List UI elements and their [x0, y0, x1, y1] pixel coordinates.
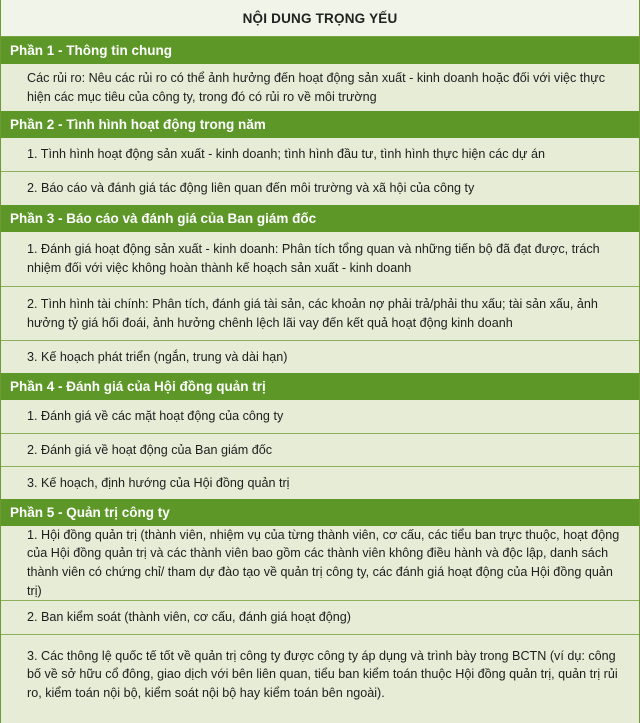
- list-item: 2. Ban kiểm soát (thành viên, cơ cấu, đánh giá hoạt động): [1, 601, 639, 635]
- list-item: 1. Hội đồng quản trị (thành viên, nhiệm vụ của từng thành viên, cơ cấu, các tiểu ban trực thuộc, hoạt động của Hội đồng quản trị và các thành viên bao gồm các thành viên không điều hành và độc lập, danh sách thành viên có chứng chỉ/ tham dự đào tạo về quản trị công ty, các đánh giá hoạt động của Hội đồng quản trị): [1, 526, 639, 601]
- section-title: Phần 5 - Quản trị công ty: [1, 499, 639, 526]
- list-item: 2. Đánh giá về hoạt động của Ban giám đốc: [1, 434, 639, 467]
- section-4: [1, 373, 639, 499]
- list-item: Các rủi ro: Nêu các rủi ro có thể ảnh hưởng đến hoạt động sản xuất - kinh doanh hoặc đối với việc thực hiện các mục tiêu của công ty, trong đó có rủi ro về môi trường: [1, 64, 639, 111]
- section-title: Phần 3 - Báo cáo và đánh giá của Ban giám đốc: [1, 205, 639, 232]
- list-item: 3. Kế hoạch phát triển (ngắn, trung và dài hạn): [1, 341, 639, 373]
- list-item: 1. Đánh giá hoạt động sản xuất - kinh doanh: Phân tích tổng quan và những tiến bộ đã đạt được, trách nhiệm đối với việc không hoàn thành kế hoạch sản xuất - kinh doanh: [1, 232, 639, 287]
- section-3: [1, 205, 639, 373]
- list-item: 1. Đánh giá về các mặt hoạt động của công ty: [1, 400, 639, 434]
- section-title: Phần 4 - Đánh giá của Hội đồng quản trị: [1, 373, 639, 400]
- list-item: 2. Báo cáo và đánh giá tác động liên quan đến môi trường và xã hội của công ty: [1, 172, 639, 205]
- list-item: 1. Tình hình hoạt động sản xuất - kinh doanh; tình hình đầu tư, tình hình thực hiện các dự án: [1, 138, 639, 172]
- section-title: Phần 2 - Tình hình hoạt động trong năm: [1, 111, 639, 138]
- section-1: [1, 37, 639, 111]
- table-title: NỘI DUNG TRỌNG YẾU: [242, 10, 398, 26]
- section-2: [1, 111, 639, 205]
- list-item: 3. Kế hoạch, định hướng của Hội đồng quản trị: [1, 467, 639, 499]
- table-header: [1, 0, 639, 37]
- list-item: 3. Các thông lệ quốc tế tốt về quản trị công ty được công ty áp dụng và trình bày trong BCTN (ví dụ: công bố về sở hữu cổ đông, giao dịch với bên liên quan, tiểu ban kiểm toán thuộc Hội đồng quản trị, quản trị rủi ro, kiểm toán nội bộ, kiểm soát nội bộ hay kiểm toán bên ngoài).: [1, 635, 639, 714]
- list-item: 2. Tình hình tài chính: Phân tích, đánh giá tài sản, các khoản nợ phải trả/phải thu xấu; tài sản xấu, ảnh hưởng tỷ giá hối đoái, ảnh hưởng chênh lệch lãi vay đến kết quả hoạt động kinh doanh: [1, 287, 639, 341]
- section-5: [1, 499, 639, 714]
- section-title: Phần 1 - Thông tin chung: [1, 37, 639, 64]
